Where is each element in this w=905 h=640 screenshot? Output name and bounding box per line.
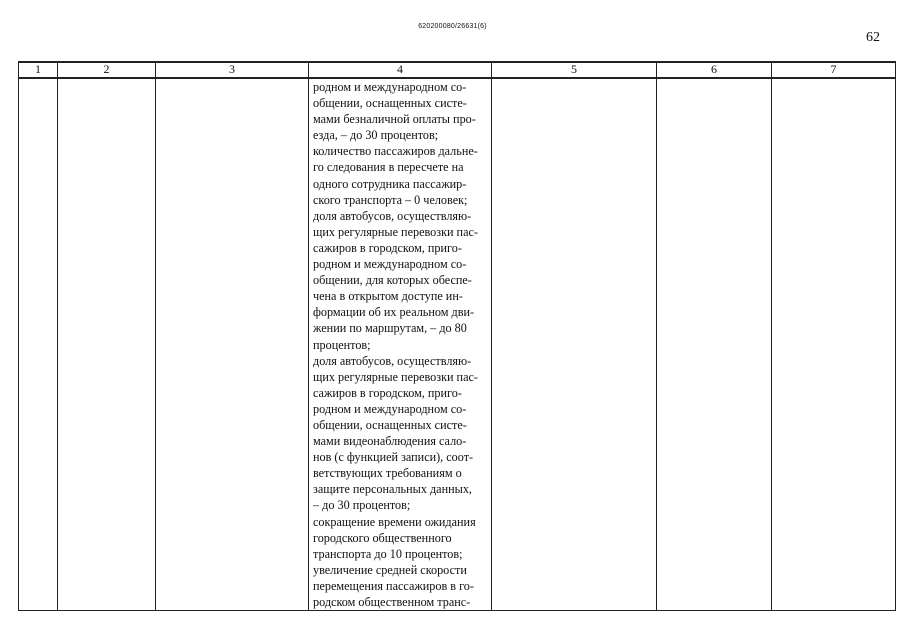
cell-col-5 [492, 78, 657, 611]
text-line: мами видеонаблюдения сало- [313, 434, 467, 449]
text-line: щих регулярные перевозки пас- [313, 224, 478, 239]
text-line: сокращение времени ожидания [313, 514, 476, 529]
text-line: – до 30 процентов; [313, 498, 411, 513]
text-line: общении, для которых обеспе- [313, 273, 472, 288]
text-line: мами безналичной оплаты про- [313, 112, 476, 127]
text-line: го следования в пересчете на [313, 160, 464, 175]
text-line: родном и международном со- [313, 257, 467, 272]
column-4-text [309, 79, 491, 610]
cell-col-1 [19, 78, 58, 611]
column-header-3: 3 [156, 62, 309, 78]
text-line: родском общественном транс- [313, 595, 471, 609]
column-header-5: 5 [492, 62, 657, 78]
text-line: количество пассажиров дальне- [313, 144, 478, 159]
text-line: доля автобусов, осуществляю- [313, 208, 472, 223]
cell-col-6 [657, 78, 772, 611]
table-row [19, 78, 896, 611]
text-line: процентов; [313, 337, 371, 352]
text-line: общении, оснащенных систе- [313, 417, 467, 432]
text-line: доля автобусов, осуществляю- [313, 353, 472, 368]
content-table [18, 61, 896, 611]
cell-col-7 [772, 78, 896, 611]
page-number: 62 [866, 30, 880, 45]
text-line: городского общественного [313, 530, 452, 545]
cell-col-4 [309, 78, 492, 611]
column-header-6: 6 [657, 62, 772, 78]
text-line: защите персональных данных, [313, 482, 472, 497]
text-line: формации об их реальном дви- [313, 305, 475, 320]
text-line: езда, – до 30 процентов; [313, 128, 439, 143]
text-line: ветствующих требованиям о [313, 466, 462, 481]
text-line: чена в открытом доступе ин- [313, 289, 463, 304]
column-header-2: 2 [58, 62, 156, 78]
text-line: увеличение средней скорости [313, 562, 467, 577]
text-line: родном и международном со- [313, 401, 467, 416]
cell-col-3 [156, 78, 309, 611]
text-line: ского транспорта – 0 человек; [313, 192, 468, 207]
text-line: сажиров в городском, приго- [313, 385, 462, 400]
text-line: сажиров в городском, приго- [313, 240, 462, 255]
cell-col-2 [58, 78, 156, 611]
text-line: нов (с функцией записи), соот- [313, 450, 474, 465]
column-header-7: 7 [772, 62, 896, 78]
column-header-4: 4 [309, 62, 492, 78]
text-line: общении, оснащенных систе- [313, 96, 467, 111]
text-line: родном и международном со- [313, 80, 467, 94]
column-header-1: 1 [19, 62, 58, 78]
table-header-row [19, 62, 896, 78]
text-line: щих регулярные перевозки пас- [313, 369, 478, 384]
text-line: транспорта до 10 процентов; [313, 546, 463, 561]
document-id: 620200080/26631(6) [418, 23, 487, 30]
text-line: одного сотрудника пассажир- [313, 176, 467, 191]
text-line: перемещения пассажиров в го- [313, 578, 474, 593]
text-line: жении по маршрутам, – до 80 [313, 321, 467, 336]
